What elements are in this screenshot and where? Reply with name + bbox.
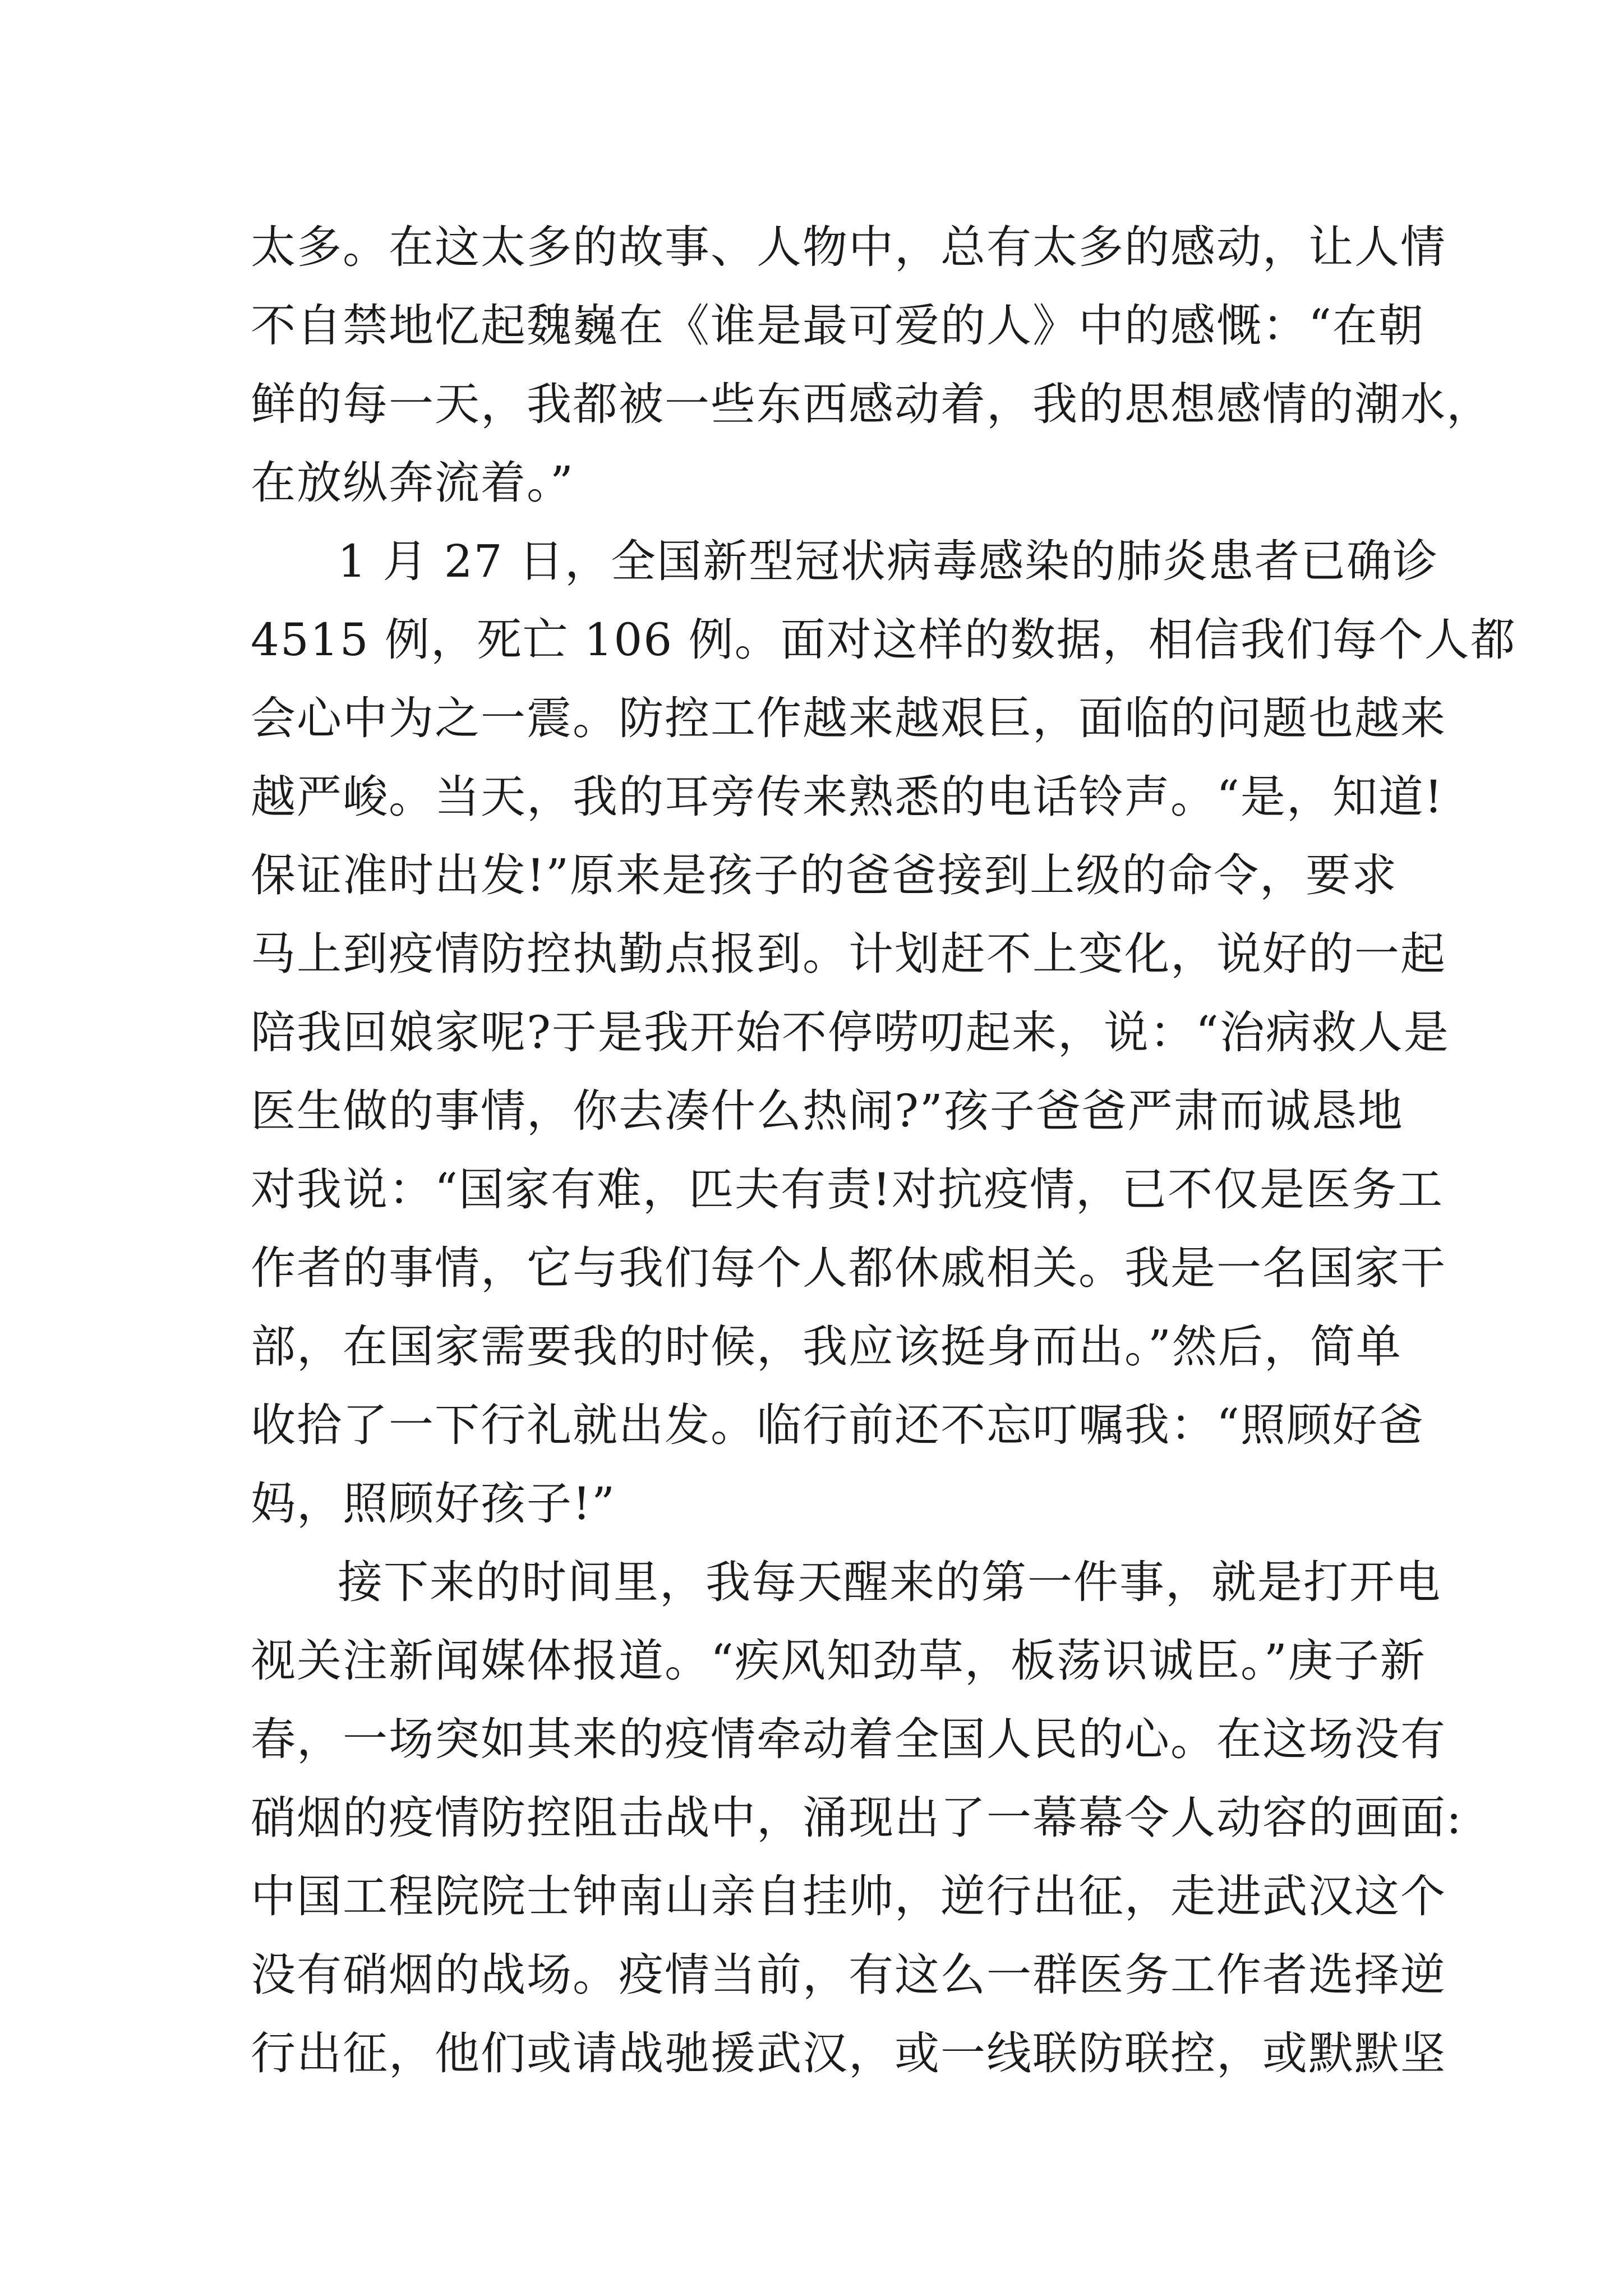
paragraph-line: 医生做的事情，你去凑什么热闹?”孩子爸爸严肃而诚恳地 bbox=[251, 1085, 1404, 1137]
paragraph-line: 收拾了一下行礼就出发。临行前还不忘叮嘱我：“照顾好爸 bbox=[251, 1399, 1424, 1451]
paragraph-line: 没有硝烟的战场。疫情当前，有这么一群医务工作者选择逆 bbox=[251, 1949, 1446, 2001]
paragraph-line: 不自禁地忆起魏巍在《谁是最可爱的人》中的感慨：“在朝 bbox=[251, 300, 1424, 352]
paragraph-line: 部，在国家需要我的时候，我应该挺身而出。”然后，简单 bbox=[251, 1320, 1402, 1373]
paragraph-line: 4515 例，死亡 106 例。面对这样的数据，相信我们每个人都 bbox=[251, 614, 1516, 666]
paragraph-line: 作者的事情，它与我们每个人都休戚相关。我是一名国家干 bbox=[251, 1242, 1446, 1294]
paragraph-line: 会心中为之一震。防控工作越来越艰巨，面临的问题也越来 bbox=[251, 692, 1446, 744]
paragraph-line: 保证准时出发!”原来是孩子的爸爸接到上级的命令，要求 bbox=[251, 849, 1398, 901]
paragraph-first-line: 接下来的时间里，我每天醒来的第一件事，就是打开电 bbox=[338, 1556, 1441, 1608]
paragraph-first-line: 1 月 27 日，全国新型冠状病毒感染的肺炎患者已确诊 bbox=[338, 535, 1438, 587]
paragraph-line: 对我说：“国家有难，匹夫有责!对抗疫情，已不仅是医务工 bbox=[251, 1163, 1444, 1216]
paragraph-line: 视关注新闻媒体报道。“疾风知劲草，板荡识诚臣。”庚子新 bbox=[251, 1635, 1426, 1687]
paragraph-line: 鲜的每一天，我都被一些东西感动着，我的思想感情的潮水， bbox=[251, 378, 1492, 430]
paragraph-line: 中国工程院院士钟南山亲自挂帅，逆行出征，走进武汉这个 bbox=[251, 1870, 1446, 1922]
paragraph-line: 行出征，他们或请战驰援武汉，或一线联防联控，或默默坚 bbox=[251, 2027, 1446, 2079]
paragraph-line: 春，一场突如其来的疫情牵动着全国人民的心。在这场没有 bbox=[251, 1713, 1446, 1765]
paragraph-line: 越严峻。当天，我的耳旁传来熟悉的电话铃声。“是，知道! bbox=[251, 771, 1444, 823]
paragraph-line: 太多。在这太多的故事、人物中，总有太多的感动，让人情 bbox=[251, 221, 1446, 273]
paragraph-line: 马上到疫情防控执勤点报到。计划赶不上变化，说好的一起 bbox=[251, 928, 1446, 980]
paragraph-line: 妈，照顾好孩子!” bbox=[251, 1478, 616, 1530]
paragraph-line: 硝烟的疫情防控阻击战中，涌现出了一幕幕令人动容的画面: bbox=[251, 1792, 1463, 1844]
paragraph-line: 在放纵奔流着。” bbox=[251, 457, 574, 509]
paragraph-line: 陪我回娘家呢?于是我开始不停唠叨起来，说：“治病救人是 bbox=[251, 1006, 1450, 1059]
